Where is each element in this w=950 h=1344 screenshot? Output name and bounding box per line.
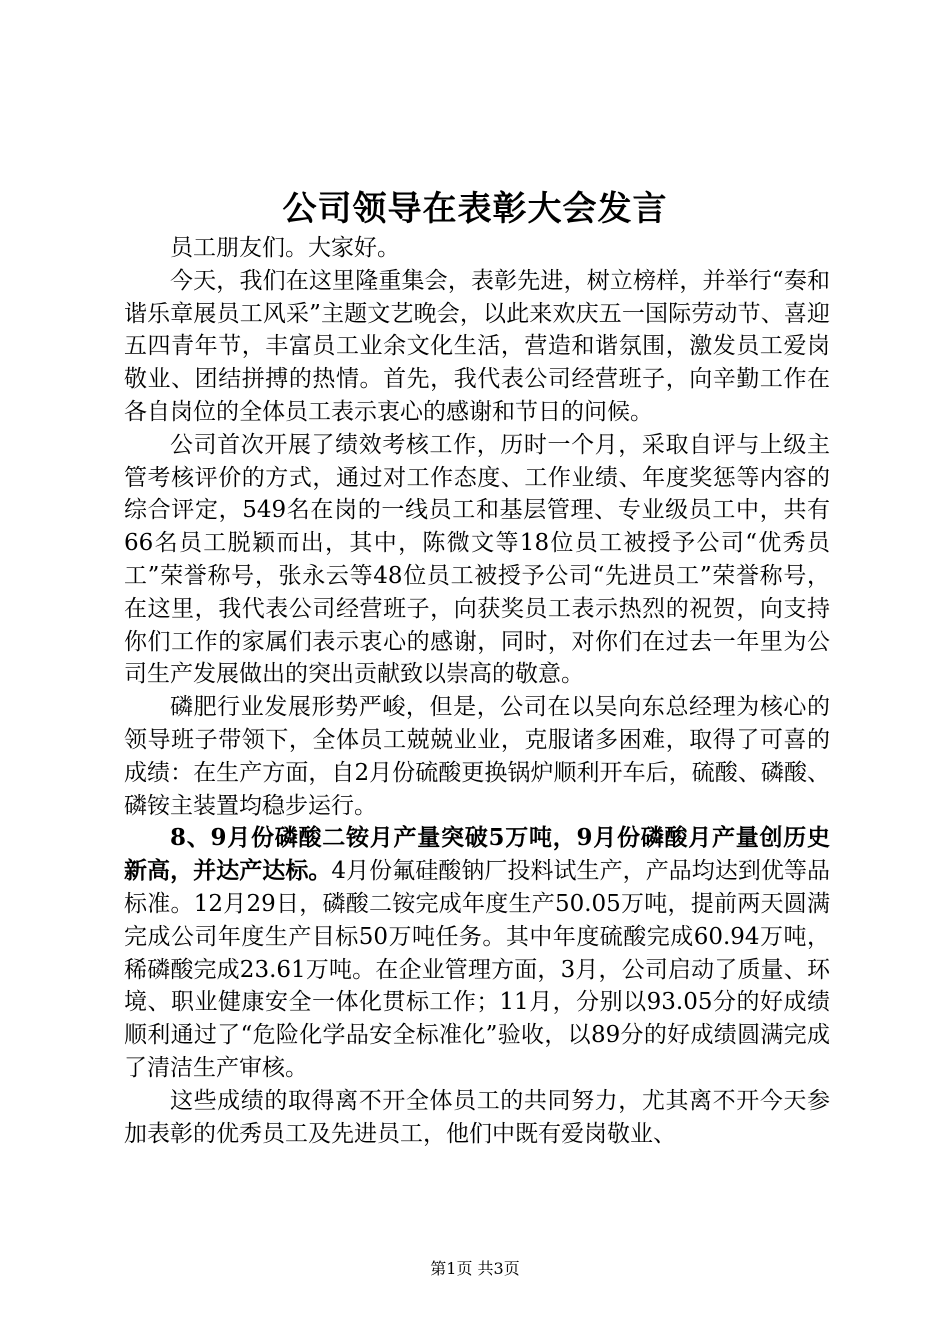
body-paragraph-4 [124, 822, 830, 1084]
document-body [124, 232, 830, 1150]
body-paragraph-3: 磷肥行业发展形势严峻，但是，公司在以吴向东总经理为核心的领导班子带领下，全体员工兢兢业业，克服诸多困难，取得了可喜的成绩：在生产方面，自2月份硫酸更换锅炉顺利开车后，硫酸、磷酸、磷铵主装置均稳步运行。 [124, 694, 830, 819]
document-title: 公司领导在表彰大会发言 [282, 189, 668, 229]
body-paragraph-5: 这些成绩的取得离不开全体员工的共同努力，尤其离不开今天参加表彰的优秀员工及先进员工，他们中既有爱岗敬业、 [124, 1087, 830, 1147]
highlight-rest-text: 4月份氟硅酸钠厂投料试生产，产品均达到优等品标准。12月29日，磷酸二铵完成年度生产50.05万吨，提前两天圆满完成公司年度生产目标50万吨任务。其中年度硫酸完成60.94万吨，稀磷酸完成23.61万吨。在企业管理方面，3月，公司启动了质量、环境、职业健康安全一体化贯标工作；11月，分别以93.05分的好成绩顺利通过了“危险化学品安全标准化”验收，以89分的好成绩圆满完成了清洁生产审核。 [124, 858, 831, 1081]
page-footer: 第1页 共3页 [430, 1259, 520, 1278]
bold-highlight-text: 8、9月份磷酸二铵月产量突破5万吨，9月份磷酸月产量创历史新高，并达产达标。 [124, 824, 830, 885]
body-paragraph-2: 公司首次开展了绩效考核工作，历时一个月，采取自评与上级主管考核评价的方式，通过对工作态度、工作业绩、年度奖惩等内容的综合评定，549名在岗的一线员工和基层管理、专业级员工中，共有66名员工脱颖而出，其中，陈微文等18位员工被授予公司“优秀员工”荣誉称号，张永云等48位员工被授予公司“先进员工”荣誉称号，在这里，我代表公司经营班子，向获奖员工表示热烈的祝贺，向支持你们工作的家属们表示衷心的感谢，同时，对你们在过去一年里为公司生产发展做出的突出贡献致以崇高的敬意。 [124, 431, 830, 688]
body-paragraph-1: 今天，我们在这里隆重集会，表彰先进，树立榜样，并举行“奏和谐乐章展员工风采”主题文艺晚会，以此来欢庆五一国际劳动节、喜迎五四青年节，丰富员工业余文化生活，营造和谐氛围，激发员工爱岗敬业、团结拼搏的热情。首先，我代表公司经营班子，向辛勤工作在各自岗位的全体员工表示衷心的感谢和节日的问候。 [124, 267, 830, 425]
greeting-paragraph: 员工朋友们。大家好。 [170, 235, 400, 261]
